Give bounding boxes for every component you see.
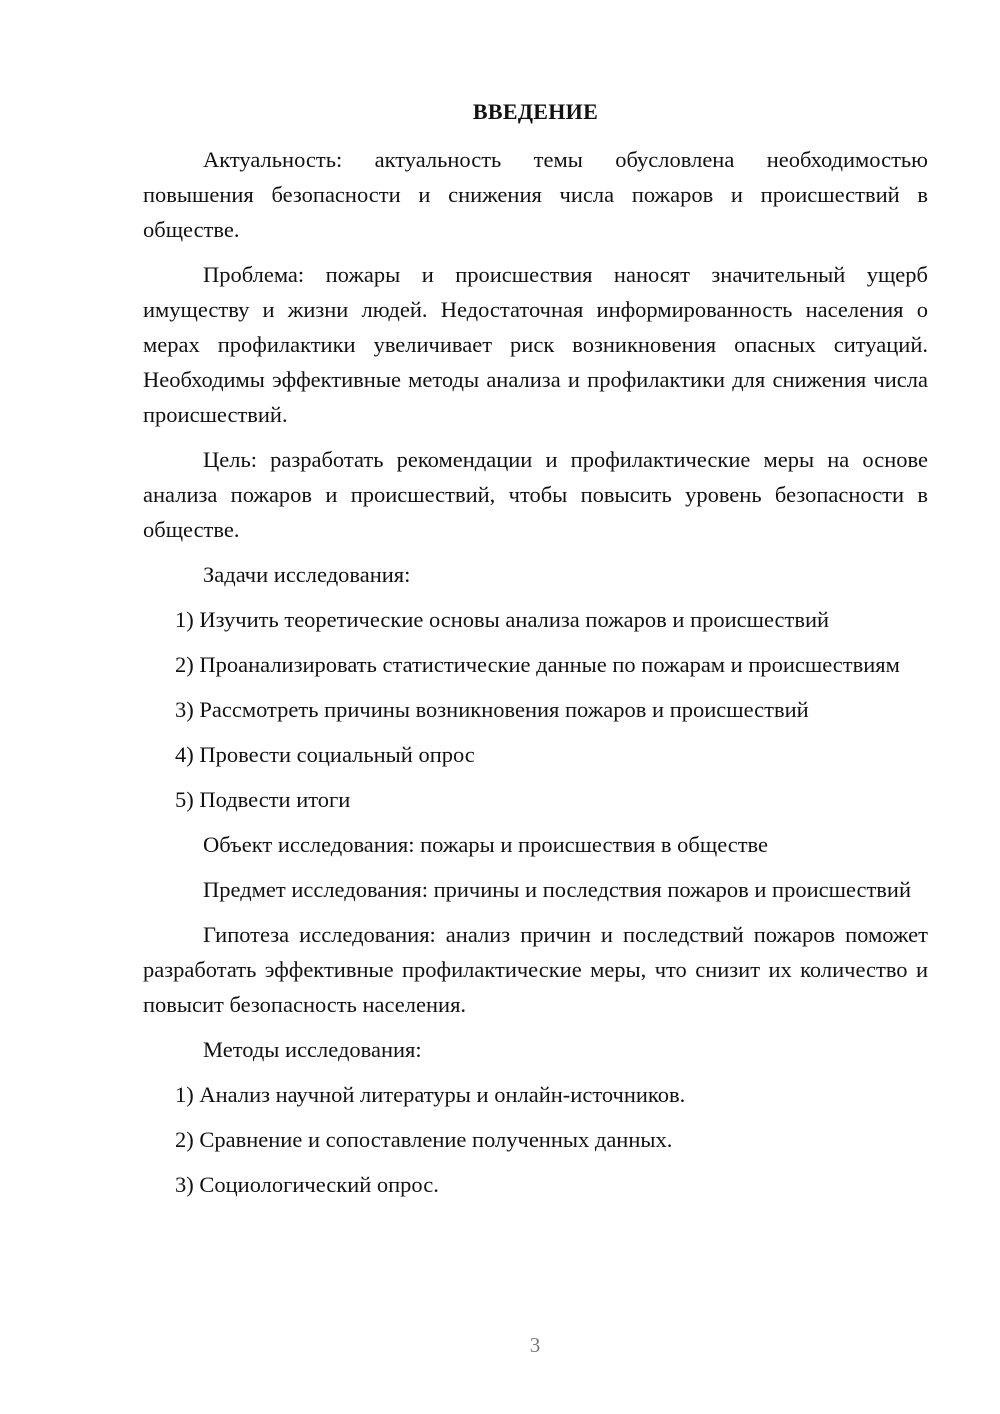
method-item-2: 2) Сравнение и сопоставление полученных данных. [175, 1127, 673, 1152]
tasks-heading: Задачи исследования: [203, 562, 411, 587]
page-number: 3 [529, 1333, 541, 1357]
task-item-2: 2) Проанализировать статистические данные по пожарам и происшествиям [175, 652, 900, 677]
object-paragraph: Объект исследования: пожары и происшествия в обществе [203, 832, 769, 857]
task-item-1: 1) Изучить теоретические основы анализа пожаров и происшествий [175, 607, 830, 632]
method-item-3: 3) Социологический опрос. [175, 1172, 439, 1197]
task-item-3: 3) Рассмотреть причины возникновения пожаров и происшествий [175, 697, 809, 722]
page-content [143, 94, 928, 1212]
task-item-5: 5) Подвести итоги [175, 787, 351, 812]
relevance-paragraph: Актуальность: актуальность темы обусловлена необходимостью повышения безопасности и снижения числа пожаров и происшествий в обществе. [143, 147, 928, 242]
problem-paragraph: Проблема: пожары и происшествия наносят значительный ущерб имуществу и жизни людей. Недостаточная информированность населения о мерах профилактики увеличивает риск возникновения опасных ситуаций. Необходимы эффективные методы анализа и профилактики для снижения числа происшествий. [143, 262, 928, 427]
goal-paragraph: Цель: разработать рекомендации и профилактические меры на основе анализа пожаров и происшествий, чтобы повысить уровень безопасности в обществе. [143, 447, 928, 542]
task-item-4: 4) Провести социальный опрос [175, 742, 475, 767]
methods-heading: Методы исследования: [203, 1037, 422, 1062]
method-item-1: 1) Анализ научной литературы и онлайн-источников. [175, 1082, 686, 1107]
page-heading: ВВЕДЕНИЕ [472, 99, 599, 124]
subject-paragraph: Предмет исследования: причины и последствия пожаров и происшествий [203, 877, 912, 902]
hypothesis-paragraph: Гипотеза исследования: анализ причин и последствий пожаров поможет разработать эффективные профилактические меры, что снизит их количество и повысит безопасность населения. [143, 922, 928, 1017]
